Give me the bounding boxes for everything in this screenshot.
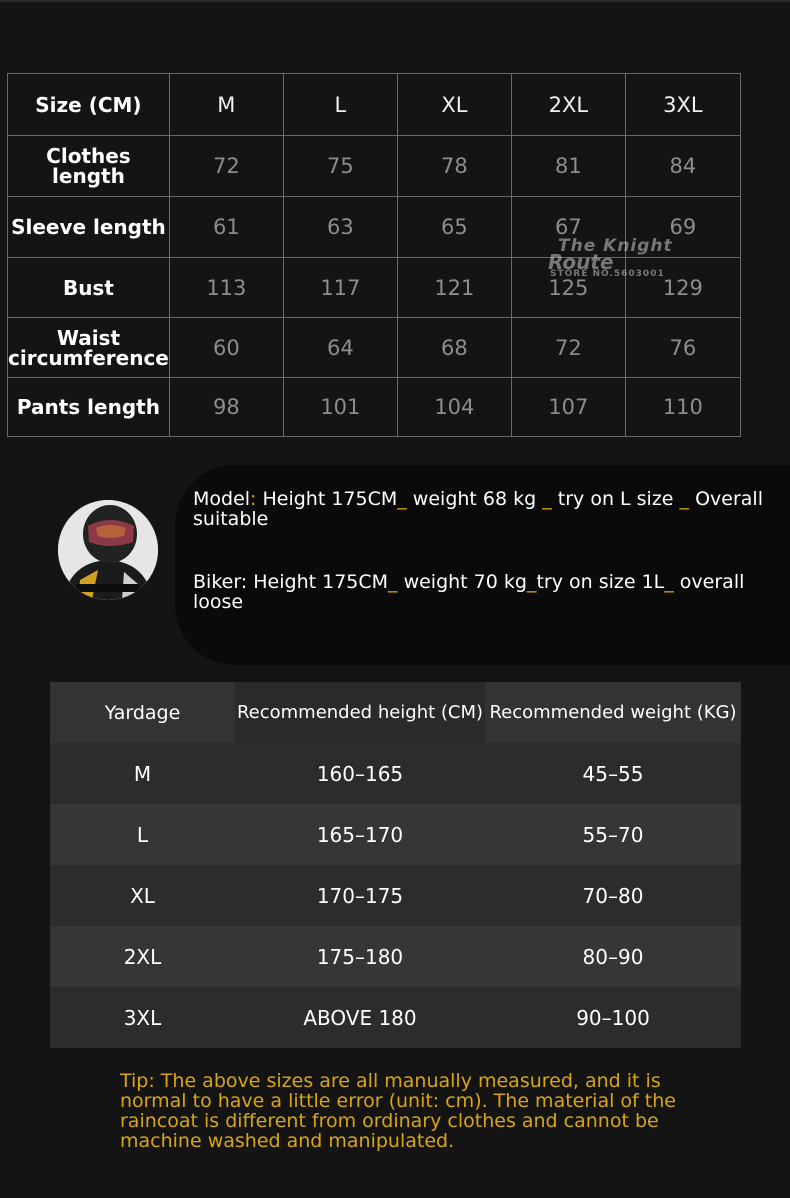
- note-text: weight 70 kg: [397, 571, 527, 593]
- recommendation-header-cell: Yardage: [50, 682, 235, 743]
- size-chart-cell: 72: [511, 318, 625, 378]
- size-chart-cell: 98: [169, 378, 283, 437]
- watermark-line: Route: [548, 250, 614, 274]
- size-chart-row-label: Sleeve length: [8, 197, 170, 258]
- size-chart-cell: 65: [397, 197, 511, 258]
- size-chart-cell: 72: [169, 136, 283, 197]
- note-separator: _: [388, 571, 398, 593]
- note-separator: _: [397, 488, 407, 510]
- recommendation-row: [50, 743, 741, 804]
- size-chart-row-label: Bust: [8, 258, 170, 318]
- biker-fit-note: [193, 572, 783, 612]
- size-chart-cell: 107: [511, 378, 625, 437]
- size-chart-cell: 129: [625, 258, 740, 318]
- size-chart-header-cell: XL: [397, 74, 511, 136]
- size-chart-cell: 78: [397, 136, 511, 197]
- recommendation-cell: 55–70: [485, 804, 741, 865]
- recommendation-row: [50, 865, 741, 926]
- recommendation-row: [50, 926, 741, 987]
- measurement-tip: Tip: The above sizes are all manually measured, and it is normal to have a little error (unit: cm). The material of the raincoat is different from ordinary clothes and cannot be machine washed and manipulated.: [120, 1070, 676, 1152]
- size-chart-row: [8, 318, 741, 378]
- size-chart-header-cell: L: [283, 74, 397, 136]
- size-chart-row: [8, 136, 741, 197]
- note-text: weight 68 kg: [406, 488, 543, 510]
- watermark-line: The Knight: [558, 236, 673, 256]
- size-chart-cell: 104: [397, 378, 511, 437]
- note-separator: _: [542, 488, 552, 510]
- size-chart-row-label: Pants length: [8, 378, 170, 437]
- size-chart-cell: 76: [625, 318, 740, 378]
- note-text: Overall suitable: [193, 488, 763, 530]
- size-chart-row-label: Clothes length: [8, 136, 170, 197]
- size-chart-cell: 113: [169, 258, 283, 318]
- recommendation-cell: 165–170: [235, 804, 485, 865]
- recommendation-cell: 170–175: [235, 865, 485, 926]
- recommendation-cell: 160–165: [235, 743, 485, 804]
- note-label: Biker:: [193, 571, 248, 593]
- size-chart-cell: 68: [397, 318, 511, 378]
- size-chart-cell: 69: [625, 197, 740, 258]
- recommendation-cell: XL: [50, 865, 235, 926]
- size-chart-cell: 110: [625, 378, 740, 437]
- recommendation-cell: M: [50, 743, 235, 804]
- model-fit-note: [193, 489, 783, 529]
- size-chart-cell: 63: [283, 197, 397, 258]
- size-chart-cell: 60: [169, 318, 283, 378]
- recommendation-header-cell: Recommended height (CM): [235, 682, 485, 743]
- size-chart-cell: 121: [397, 258, 511, 318]
- size-chart-header-cell: M: [169, 74, 283, 136]
- note-text: try on size 1L: [536, 571, 665, 593]
- size-chart-row-label-line: Waist: [56, 325, 121, 350]
- watermark-line: STORE NO.5603001: [550, 269, 665, 279]
- recommendation-header-cell: Recommended weight (KG): [485, 682, 741, 743]
- note-separator: _: [679, 488, 690, 510]
- size-chart-cell: 81: [511, 136, 625, 197]
- size-chart-cell: 67: [511, 197, 625, 258]
- recommendation-table: [50, 682, 741, 1048]
- recommendation-cell: 175–180: [235, 926, 485, 987]
- recommendation-cell: ABOVE 180: [235, 987, 485, 1048]
- note-separator: _: [664, 571, 674, 593]
- size-chart-cell: 117: [283, 258, 397, 318]
- top-divider: [0, 0, 790, 2]
- recommendation-cell: 45–55: [485, 743, 741, 804]
- recommendation-row: [50, 804, 741, 865]
- recommendation-cell: 3XL: [50, 987, 235, 1048]
- size-chart-cell: 75: [283, 136, 397, 197]
- note-separator: _: [526, 571, 537, 593]
- size-chart-row-label-line: circumference: [8, 345, 169, 370]
- model-avatar: [58, 500, 158, 600]
- recommendation-row: [50, 987, 741, 1048]
- size-chart-row: [8, 378, 741, 437]
- recommendation-cell: 90–100: [485, 987, 741, 1048]
- note-label: Model: [193, 488, 251, 510]
- helmet-rider-image: [58, 500, 158, 600]
- recommendation-cell: 2XL: [50, 926, 235, 987]
- size-chart-row-label: [8, 318, 170, 378]
- note-text: overall loose: [193, 571, 745, 613]
- recommendation-cell: 80–90: [485, 926, 741, 987]
- note-text: Height 175CM: [247, 571, 389, 593]
- note-text: Height 175CM: [256, 488, 398, 510]
- recommendation-cell: L: [50, 804, 235, 865]
- store-watermark-logo: [548, 236, 706, 282]
- size-chart-cell: 84: [625, 136, 740, 197]
- size-chart-corner-label: Size (CM): [8, 74, 170, 136]
- size-chart-header-cell: 2XL: [511, 74, 625, 136]
- recommendation-header-row: [50, 682, 741, 743]
- size-chart-cell: 61: [169, 197, 283, 258]
- note-text: try on L size: [551, 488, 680, 510]
- size-chart-cell: 101: [283, 378, 397, 437]
- note-colon: :: [250, 488, 257, 510]
- size-chart-header-row: [8, 74, 741, 136]
- size-chart-header-cell: 3XL: [625, 74, 740, 136]
- size-chart-cell: 125: [511, 258, 625, 318]
- recommendation-cell: 70–80: [485, 865, 741, 926]
- size-chart-cell: 64: [283, 318, 397, 378]
